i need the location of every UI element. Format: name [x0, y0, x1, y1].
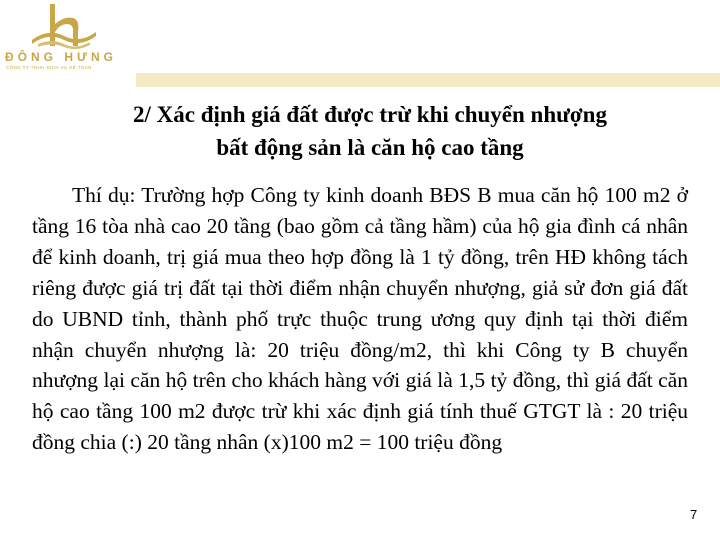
page-number: 7: [690, 507, 698, 522]
slide-body: [32, 180, 688, 458]
brand-name: ĐÔNG HƯNG: [5, 50, 117, 64]
slide-title: [30, 98, 710, 164]
slide-title-line-2: bất động sản là căn hộ cao tầng: [216, 135, 524, 160]
header-bar: [136, 73, 720, 87]
dong-hung-logo-mark-icon: [28, 2, 100, 50]
example-paragraph: Thí dụ: Trường hợp Công ty kinh doanh BĐS B mua căn hộ 100 m2 ở tầng 16 tòa nhà cao 20 tầng (bao gồm cả tầng hầm) của hộ gia đình cá nhân để kinh doanh, trị giá mua theo hợp đồng là 1 tỷ đồng, trên HĐ không tách riêng được giá trị đất tại thời điểm nhận chuyển nhượng, giả sử đơn giá đất do UBND tỉnh, thành phố trực thuộc trung ương quy định tại thời điểm nhận chuyển nhượng là: 20 triệu đồng/m2, thì khi Công ty B chuyển nhượng lại căn hộ trên cho khách hàng với giá là 1,5 tỷ đồng, thì giá đất căn hộ cao tầng 100 m2 được trừ khi xác định giá tính thuế GTGT là : 20 triệu đồng chia (:) 20 tầng nhân (x)100 m2 = 100 triệu đồng: [32, 183, 688, 455]
brand-subtitle: CÔNG TY TNHH DỊCH VỤ KẾ TOÁN: [6, 65, 92, 70]
company-logo: [0, 0, 130, 75]
slide-title-line-1: 2/ Xác định giá đất được trừ khi chuyển nhượng: [133, 102, 607, 127]
